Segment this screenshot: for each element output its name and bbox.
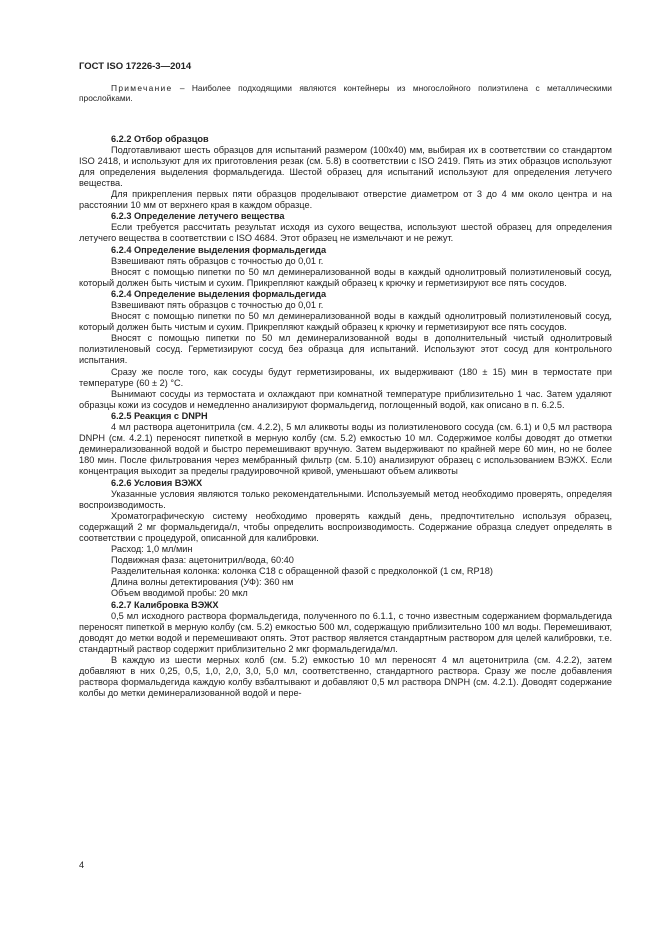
- condition-mobile-phase: Подвижная фаза: ацетонитрил/вода, 60:40: [111, 555, 294, 566]
- page-number: 4: [79, 860, 85, 870]
- condition-column: Разделительная колонка: колонка С18 с обращенной фазой с предколонкой (1 см, RP18): [111, 566, 493, 577]
- section-heading-6-2-5: 6.2.5 Реакция с DNPH: [111, 410, 208, 421]
- condition-flow-rate: Расход: 1,0 мл/мин: [111, 544, 193, 555]
- section-heading-6-2-2: 6.2.2 Отбор образцов: [111, 133, 209, 144]
- section-heading-6-2-4-repeat: 6.2.4 Определение выделения формальдегида: [111, 288, 327, 299]
- document-body: [79, 83, 612, 699]
- section-heading-6-2-7: 6.2.7 Калибровка ВЭЖХ: [111, 599, 219, 610]
- paragraph: 0,5 мл исходного раствора формальдегида, полученного по 6.1.1, с точно известным содержанием формальдегида переносят пипеткой в мерную колбу (см. 5.2) емкостью 500 мл, содержащую приблизительно 100 мл воды. Перемешивают, доводят до метки водой и перемешивают опять. Этот раствор является стандартным раствором для целей калибровки, т.е. стандартный раствор содержит приблизительно 2 мкг формальдегида/мл.: [79, 610, 612, 654]
- paragraph: Взвешивают пять образцов с точностью до 0,01 г.: [111, 300, 324, 310]
- section-heading-6-2-4: 6.2.4 Определение выделения формальдегида: [111, 244, 327, 255]
- paragraph: Хроматографическую систему необходимо проверять каждый день, предпочтительно используя образец, содержащий 2 мг формальдегида/л, чтобы определить воспроизводимость. Содержание образца следует определять в соответствии с процедурой, описанной для калибровки.: [79, 510, 612, 543]
- paragraph: Вынимают сосуды из термостата и охлаждают при комнатной температуре приблизительно 1 час. Затем удаляют образцы кожи из сосудов и немедленно анализируют формальдегид, поглощенный водой, как описано в п. 6.2.5.: [79, 388, 612, 410]
- document-header: ГОСТ ISO 17226-3—2014: [79, 61, 192, 72]
- note: [79, 83, 612, 104]
- paragraph: Вносят с помощью пипетки по 50 мл деминерализованной воды в каждый однолитровый полиэтиленовый сосуд, который должен быть чистым и сухим. Прикрепляют каждый образец к крючку и герметизируют все пять сосудов.: [79, 311, 612, 333]
- paragraph: Вносят с помощью пипетки по 50 мл деминерализованной воды в дополнительный чистый однолитровый полиэтиленовый сосуд. Герметизируют сосуд без образца для испытаний. Используют этот сосуд для контрольного испытания.: [79, 333, 612, 366]
- note-text: – Наиболее подходящими являются контейнеры из многослойного полиэтилена с металлическими прослойками.: [79, 83, 612, 104]
- paragraph: Указанные условия являются только рекомендательными. Используемый метод необходимо проверять, определяя воспроизводимость.: [79, 488, 612, 510]
- paragraph: Сразу же после того, как сосуды будут герметизированы, их выдерживают (180 ± 15) мин в термостате при температуре (60 ± 2) °С.: [79, 366, 612, 388]
- section-heading-6-2-3: 6.2.3 Определение летучего вещества: [111, 211, 285, 222]
- paragraph: Для прикрепления первых пяти образцов проделывают отверстие диаметром от 3 до 4 мм около центра и на расстоянии 10 мм от верхнего края в каждом образце.: [79, 189, 612, 211]
- paragraph: Подготавливают шесть образцов для испытаний размером (100х40) мм, выбирая их в соответствии со стандартом ISO 2418, и используют для их приготовления резак (см. 5.8) в соответствии с ISO 2419. Пять из этих образцов используют для определения выделения формальдегида. Шестой образец для испытаний используют для определения летучего вещества.: [79, 144, 612, 188]
- paragraph: Вносят с помощью пипетки по 50 мл деминерализованной воды в каждый однолитровый полиэтиленовый сосуд, который должен быть чистым и сухим. Прикрепляют каждый образец к крючку и герметизируют все пять сосудов.: [79, 266, 612, 288]
- condition-injection-volume: Объем вводимой пробы: 20 мкл: [111, 588, 248, 599]
- paragraph: В каждую из шести мерных колб (см. 5.2) емкостью 10 мл переносят 4 мл ацетонитрила (см. 4.2.2), затем добавляют в них 0,25, 0,5, 1,0, 2,0, 3,0, 5,0 мл, соответственно, стандартного раствора. Сразу же после добавления раствора формальдегида каждую колбу взбалтывают и добавляют 0,5 мл раствора DNPH (см. 4.2.1). Доводят содержание колбы до метки деминерализованной водой и пере-: [79, 655, 612, 699]
- paragraph: Если требуется рассчитать результат исходя из сухого вещества, используют шестой образец для определения летучего вещества в соответствии с ISO 4684. Этот образец не измельчают и не режут.: [79, 222, 612, 244]
- paragraph: Взвешивают пять образцов с точностью до 0,01 г.: [111, 255, 324, 266]
- section-heading-6-2-6: 6.2.6 Условия ВЭЖХ: [111, 477, 203, 488]
- paragraph: 4 мл раствора ацетонитрила (см. 4.2.2), 5 мл аликвоты воды из полиэтиленового сосуда (см. 6.1) и 0,5 мл раствора DNPH (см. 4.2.1) переносят пипеткой в мерную колбу (см. 5.2) емкостью 10 мл. Содержимое колбы доводят до отметки деминерализованной водой и быстро перемешивают вручную. Затем выдерживают по крайней мере 60 мин, но не более 180 мин. После фильтрования через мембранный фильтр (см. 5.10) анализируют образец с использованием ВЭЖХ. Если концентрация выходит за пределы градуировочной кривой, уменьшают объем аликвоты: [79, 422, 612, 477]
- note-label: Примечание: [111, 83, 173, 93]
- condition-wavelength: Длина волны детектирования (УФ): 360 нм: [111, 577, 294, 588]
